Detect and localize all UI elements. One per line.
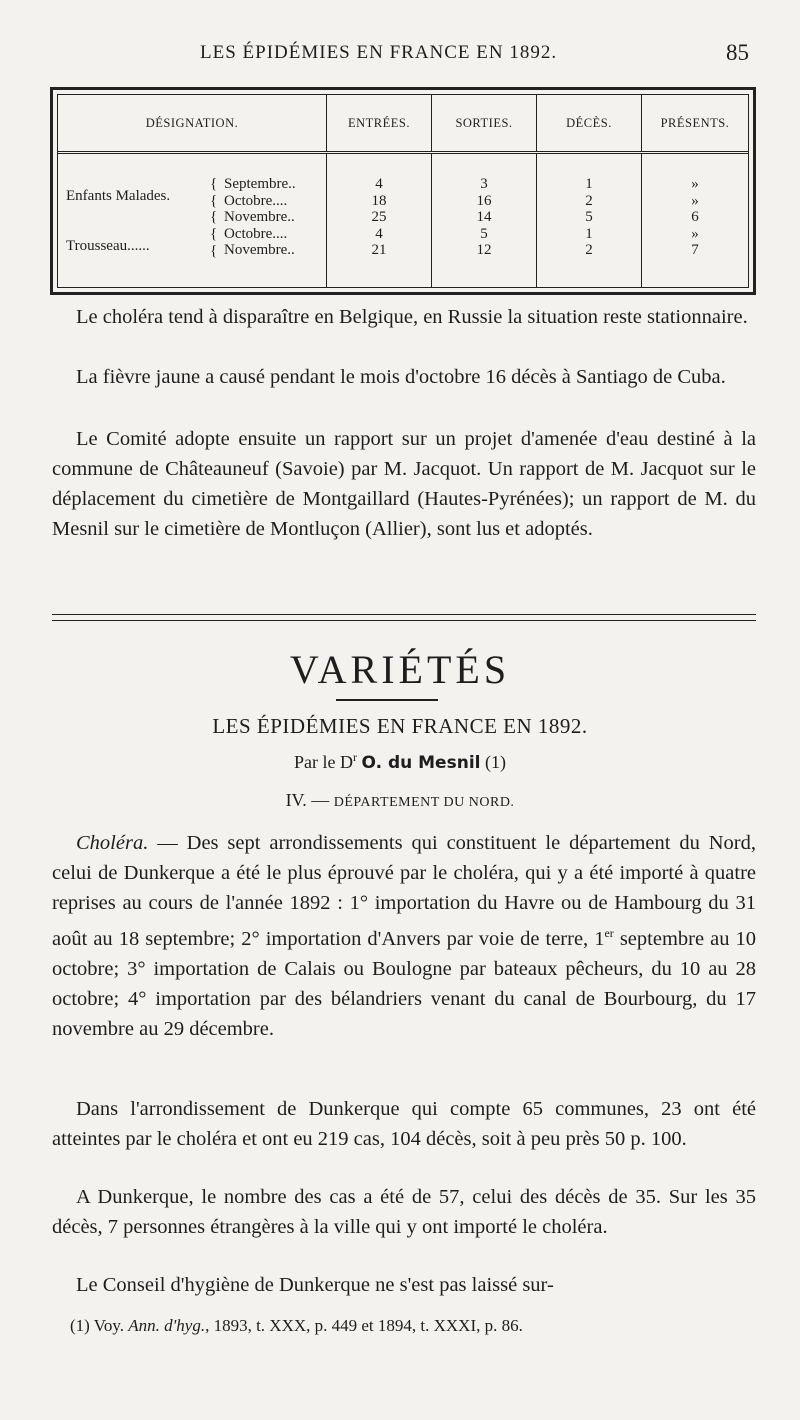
running-title: LES ÉPIDÉMIES EN FRANCE EN 1892. [200, 42, 558, 63]
ordinal-sup: er [604, 926, 614, 940]
paragraph-comite: Le Comité adopte ensuite un rapport sur un projet d'amenée d'eau destiné à la commune de Châteauneuf (Savoie) par M. Jacquot. Un rapport de M. Jacquot sur le déplacement du cimetière de Montgaillard (Hautes-Pyrénées); un rapport de M. du Mesnil sur le cimetière de Montluçon (Allier), sont lus et adoptés. [52, 428, 756, 540]
brace-glyph: { { { [210, 176, 218, 225]
sorties-column [432, 153, 537, 288]
column-header-designation: DÉSIGNATION. [58, 95, 327, 153]
byline [0, 750, 800, 773]
table-cell: » [691, 176, 699, 192]
rubric-title: VARIÉTÉS [289, 647, 511, 692]
paragraph-cholera-belgique: Le choléra tend à disparaître en Belgique, en Russie la situation reste stationnaire. [76, 306, 748, 328]
table-cell: 2 [585, 192, 593, 209]
table-cell: 5 [585, 209, 593, 225]
table-cell: 7 [691, 242, 699, 258]
table-cell: 1 [585, 225, 593, 242]
table-cell: 21 [371, 242, 387, 258]
section-heading [0, 790, 800, 811]
table-cell: 5 [480, 225, 488, 242]
month-label: Octobre.... [224, 192, 288, 209]
section-divider [52, 614, 756, 621]
footnote [70, 1316, 770, 1336]
column-header-deces: DÉCÈS. [537, 95, 642, 153]
footnote-ref[interactable]: (1) [484, 752, 506, 772]
paragraph-conseil: Le Conseil d'hygiène de Dunkerque ne s'est pas laissé sur- [76, 1274, 554, 1296]
paragraph-dunkerque: A Dunkerque, le nombre des cas a été de 57, celui des décès de 35. Sur les 35 décès, 7 personnes étrangères à la ville qui y ont importé le choléra. [52, 1186, 756, 1238]
section-number: IV. — [285, 790, 330, 810]
table-cell: 14 [476, 209, 492, 225]
table-cell: 1 [585, 176, 593, 192]
table-cell: 12 [476, 242, 492, 258]
table-cell: » [691, 192, 699, 209]
paragraph-cholera-intro [52, 828, 756, 1044]
paragraph-fievre-jaune: La fièvre jaune a causé pendant le mois d'octobre 16 décès à Santiago de Cuba. [76, 366, 726, 388]
running-head [0, 38, 800, 72]
table-cell: 18 [371, 192, 387, 209]
table-cell: 6 [691, 209, 699, 225]
column-header-sorties: SORTIES. [432, 95, 537, 153]
table-cell: 25 [371, 209, 387, 225]
cholera-label: Choléra. [76, 832, 149, 854]
entrees-column [327, 153, 432, 288]
table-cell: 4 [375, 225, 383, 242]
article-title: LES ÉPIDÉMIES EN FRANCE EN 1892. [212, 714, 588, 738]
byline-prefix: Par le D [294, 752, 353, 772]
body-text: — Des sept arrondissements qui constituent le département du Nord, celui de Dunkerque a été le plus éprouvé par le choléra, qui y a été importé à quatre reprises au cours de l'année 1892 : 1° importation du Havre ou de Hambourg du 31 août au 18 septembre; 2° importation d'Anvers par voie de terre, 1 [52, 832, 756, 950]
month-label: Novembre.. [224, 242, 295, 258]
table-header-row [58, 95, 748, 153]
table-cell: 16 [476, 192, 492, 209]
footnote-text: , 1893, t. XXX, p. 449 et 1894, t. XXXI, p. 86. [205, 1316, 523, 1335]
month-label: Novembre.. [224, 209, 295, 225]
table-cell: 4 [375, 176, 383, 192]
group-label-enfants-malades: Enfants Malades. [66, 188, 171, 204]
body-text: septembre au 10 octobre; 3° importation de Calais ou Boulogne par bateaux pêcheurs, du 10 au 28 octobre; 4° importation par des bélandriers venant du canal de Bourbourg, du 17 novembre au 29 décembre. [52, 927, 756, 1040]
footnote-prefix: (1) Voy. [70, 1316, 129, 1335]
column-header-entrees: ENTRÉES. [327, 95, 432, 153]
statistics-table [50, 87, 756, 295]
column-header-presents: PRÉSENTS. [642, 95, 749, 153]
presents-column [642, 153, 749, 288]
table-cell: 3 [480, 176, 488, 192]
table-cell: 2 [585, 242, 593, 258]
month-label: Septembre.. [224, 176, 296, 192]
page-number: 85 [726, 40, 749, 65]
footnote-journal: Ann. d'hyg. [128, 1316, 206, 1335]
byline-sup: r [353, 750, 357, 764]
section-title: DÉPARTEMENT DU NORD. [333, 795, 515, 810]
brace-glyph: { { [210, 226, 218, 259]
designation-cell [58, 153, 327, 288]
month-label: Octobre.... [224, 225, 288, 242]
group-label-trousseau: Trousseau...... [66, 238, 150, 254]
table-cell: » [691, 225, 699, 242]
title-rule [336, 699, 438, 701]
deces-column [537, 153, 642, 288]
paragraph-arrondissement: Dans l'arrondissement de Dunkerque qui compte 65 communes, 23 ont été atteintes par le choléra et ont eu 219 cas, 104 décès, soit à peu près 50 p. 100. [52, 1098, 756, 1150]
month-list [224, 176, 296, 259]
author-name: O. du Mesnil [361, 753, 481, 773]
